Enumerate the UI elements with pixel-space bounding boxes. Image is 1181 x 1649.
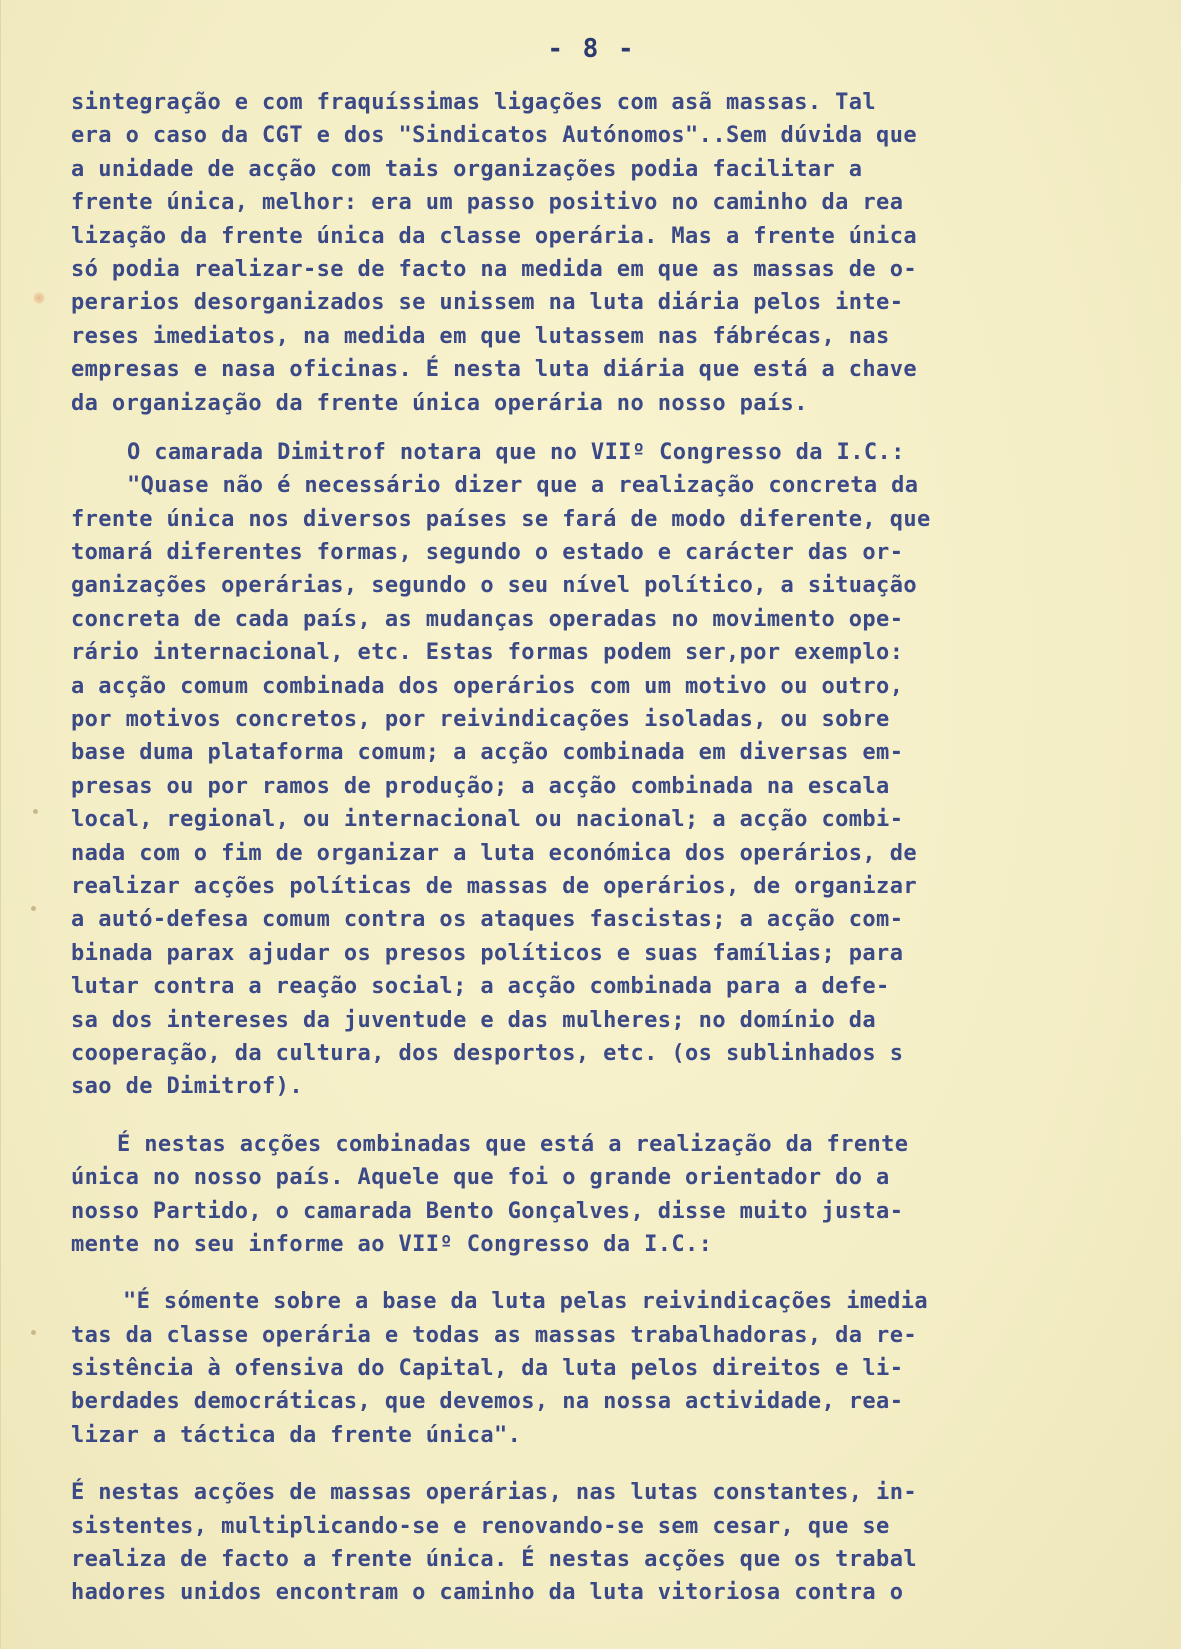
punch-hole-mark	[33, 292, 45, 304]
text-line: reses imediatos, na medida em que lutassem nas fábrécas, nas	[71, 323, 890, 349]
text-line: perarios desorganizados se unissem na luta diária pelos inte-	[71, 290, 904, 316]
text-line: só podia realizar-se de facto na medida em que as massas de o-	[71, 256, 917, 282]
text-line: rário internacional, etc. Estas formas podem ser,por exemplo:	[71, 640, 904, 666]
text-line: tomará diferentes formas, segundo o estado e carácter das or-	[71, 540, 904, 566]
text-line: sistência à ofensiva do Capital, da luta pelos direitos e li-	[71, 1356, 904, 1382]
text-line: berdades democráticas, que devemos, na nossa actividade, rea-	[71, 1389, 904, 1415]
text-line: sintegração e com fraquíssimas ligações com asã massas. Tal	[71, 90, 877, 115]
text-line: "Quase não é necessário dizer que a realização concreta da	[127, 473, 919, 499]
text-line: lizar a táctica da frente única".	[71, 1422, 522, 1448]
text-line: nada com o fim de organizar a luta económica dos operários, de	[71, 840, 917, 866]
text-line: hadores unidos encontram o caminho da luta vitoriosa contra o	[71, 1580, 904, 1606]
text-line: sa dos intereses da juventude e das mulheres; no domínio da	[71, 1007, 877, 1033]
text-line: binada parax ajudar os presos políticos e suas famílias; para	[71, 940, 904, 966]
text-line: mente no seu informe ao VIIº Congresso da I.C.:	[71, 1231, 713, 1257]
text-line: É nestas acções combinadas que está a realização da frente	[117, 1131, 909, 1157]
text-line: O camarada Dimitrof notara que no VIIº Congresso da I.C.:	[127, 439, 905, 465]
text-line: da organização da frente única operária no nosso país.	[71, 390, 808, 416]
paper-speck	[33, 809, 38, 814]
text-line: sao de Dimitrof).	[71, 1074, 303, 1100]
paper-speck	[31, 906, 36, 911]
paragraph-5	[71, 1476, 1141, 1610]
text-line: realiza de facto a frente única. É nestas acções que os trabal	[71, 1547, 917, 1573]
text-line: lutar contra a reação social; a acção combinada para a defe-	[71, 974, 890, 1000]
paragraph-4-quote-bento-goncalves	[71, 1285, 1141, 1452]
text-line: a unidade de acção com tais organizações podia facilitar a	[71, 156, 863, 182]
text-line: por motivos concretos, por reivindicações isoladas, ou sobre	[71, 707, 890, 733]
text-line: realizar acções políticas de massas de operários, de organizar	[71, 873, 917, 899]
text-line: cooperação, da cultura, dos desportos, etc. (os sublinhados s	[71, 1040, 904, 1066]
text-line: presas ou por ramos de produção; a acção combinada na escala	[71, 773, 890, 799]
text-line: única no nosso país. Aquele que foi o grande orientador do a	[71, 1165, 890, 1191]
paper-speck	[31, 1330, 36, 1335]
text-line: É nestas acções de massas operárias, nas lutas constantes, in-	[71, 1480, 917, 1506]
text-line: nosso Partido, o camarada Bento Gonçalves, disse muito justa-	[71, 1198, 904, 1224]
paragraph-1	[71, 86, 1141, 420]
text-line: concreta de cada país, as mudanças operadas no movimento ope-	[71, 606, 904, 632]
page-number: - 8 -	[547, 34, 636, 64]
text-line: era o caso da CGT e dos "Sindicatos Autónomos"..Sem dúvida que	[71, 123, 917, 149]
document-body	[71, 86, 1141, 1610]
text-line: ganizações operárias, segundo o seu nível político, a situação	[71, 573, 917, 599]
text-line: "É sómente sobre a base da luta pelas reivindicações imedia	[123, 1289, 929, 1315]
text-line: base duma plataforma comum; a acção combinada em diversas em-	[71, 740, 904, 766]
text-line: a acção comum combinada dos operários com um motivo ou outro,	[71, 673, 904, 699]
paragraph-2-quote-dimitrof	[71, 436, 1141, 1104]
text-line: frente única nos diversos países se fará de modo diferente, que	[71, 506, 931, 532]
text-line: lização da frente única da classe operária. Mas a frente única	[71, 223, 917, 249]
text-line: tas da classe operária e todas as massas trabalhadoras, da re-	[71, 1322, 917, 1348]
text-line: sistentes, multiplicando-se e renovando-se sem cesar, que se	[71, 1513, 890, 1539]
text-line: empresas e nasa oficinas. É nesta luta diária que está a chave	[71, 357, 917, 383]
text-line: local, regional, ou internacional ou nacional; a acção combi-	[71, 807, 904, 833]
text-line: frente única, melhor: era um passo positivo no caminho da rea	[71, 190, 904, 216]
paragraph-3	[71, 1128, 1141, 1262]
text-line: a autó-defesa comum contra os ataques fascistas; a acção com-	[71, 907, 904, 933]
